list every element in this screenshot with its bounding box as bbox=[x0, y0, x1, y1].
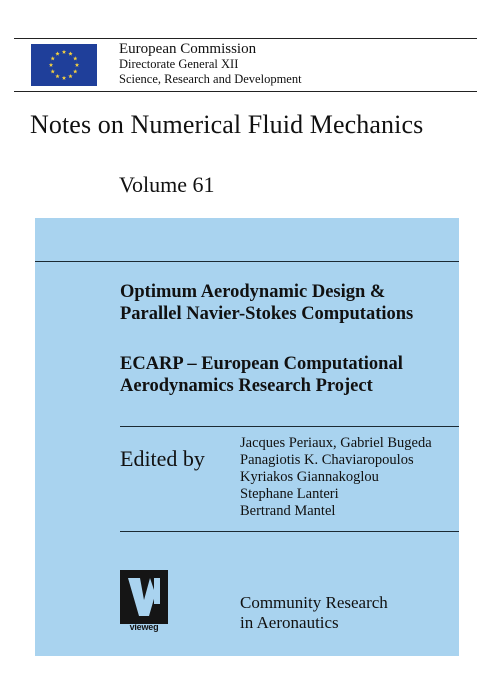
eu-stars-icon bbox=[31, 44, 97, 86]
header-bottom-rule bbox=[14, 91, 477, 92]
community-line1: Community Research bbox=[240, 593, 388, 612]
vieweg-logo-icon bbox=[120, 570, 168, 624]
eu-flag-icon bbox=[31, 44, 97, 86]
commission-block bbox=[119, 42, 302, 87]
editors-list bbox=[240, 435, 432, 520]
book-subtitle-line2: Aerodynamics Research Project bbox=[120, 376, 373, 396]
book-title-line1: Optimum Aerodynamic Design & bbox=[120, 282, 386, 302]
commission-line3: Science, Research and Development bbox=[119, 72, 302, 86]
editors-rule bbox=[120, 426, 459, 427]
cover-panel bbox=[35, 218, 459, 656]
commission-line1: European Commission bbox=[119, 41, 257, 57]
top-rule bbox=[14, 38, 477, 39]
commission-line2: Directorate General XII bbox=[119, 57, 239, 71]
book-title-line2: Parallel Navier-Stokes Computations bbox=[120, 304, 414, 324]
book-subtitle bbox=[120, 353, 455, 397]
bottom-rule bbox=[120, 531, 459, 532]
edited-by-label: Edited by bbox=[120, 446, 205, 471]
volume-label: Volume 61 bbox=[119, 172, 215, 197]
book-title bbox=[120, 281, 455, 325]
editor-name: Jacques Periaux, Gabriel Bugeda bbox=[240, 435, 432, 451]
editor-name: Panagiotis K. Chaviaropoulos bbox=[240, 452, 414, 468]
community-research bbox=[240, 593, 388, 633]
editor-name: Stephane Lanteri bbox=[240, 486, 339, 502]
editor-name: Bertrand Mantel bbox=[240, 503, 336, 519]
series-title: Notes on Numerical Fluid Mechanics bbox=[30, 110, 424, 139]
panel-top-rule bbox=[35, 261, 459, 262]
book-subtitle-line1: ECARP – European Computational bbox=[120, 354, 403, 374]
editor-name: Kyriakos Giannakoglou bbox=[240, 469, 379, 485]
publisher-name: vieweg bbox=[129, 622, 159, 632]
community-line2: in Aeronautics bbox=[240, 613, 339, 632]
